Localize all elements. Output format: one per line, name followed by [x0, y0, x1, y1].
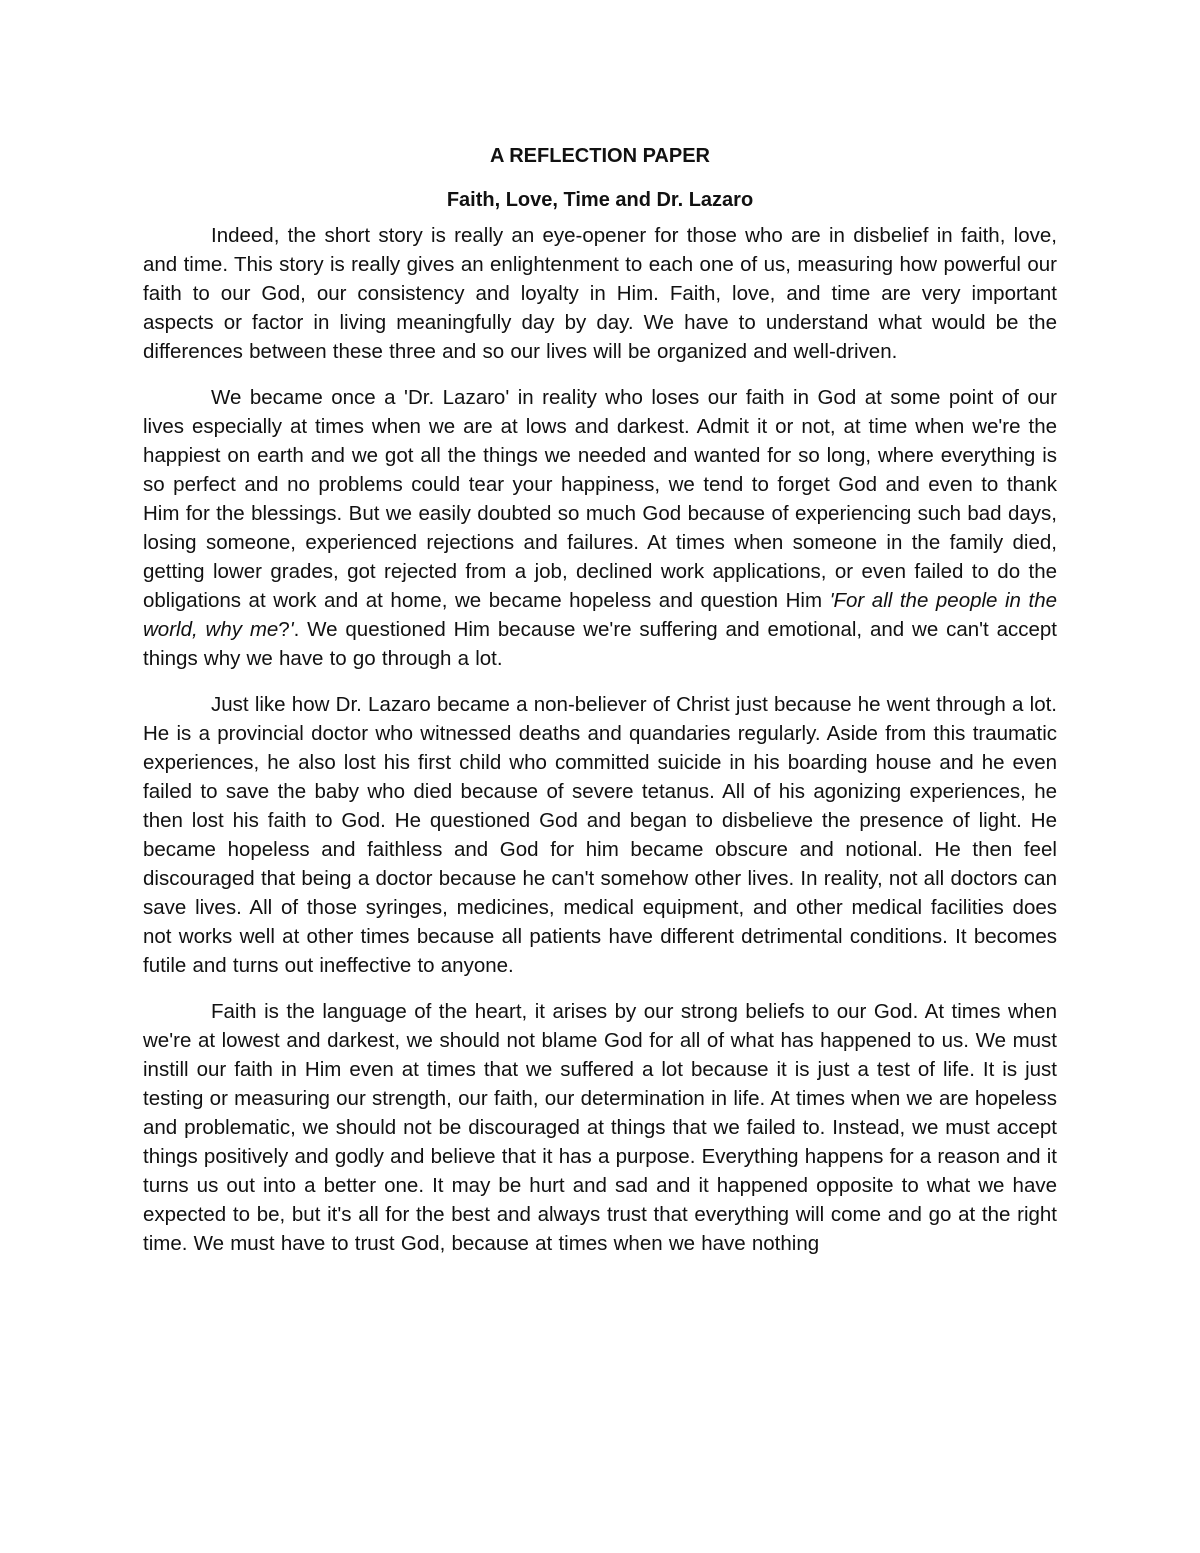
paragraph-text: Just like how Dr. Lazaro became a non-believer of Christ just because he went through a lot. He is a provincial doctor who witnessed deaths and quandaries regularly. Aside from this traumatic experiences, he also lost his first child who committed suicide in his boarding house and he even failed to save the baby who died because of severe tetanus. All of his agonizing experiences, he then lost his faith to God. He questioned God and began to disbelieve the presence of light. He became hopeless and faithless and God for him became obscure and notional. He then feel discouraged that being a doctor because he can't somehow other lives. In reality, not all doctors can save lives. All of those syringes, medicines, medical equipment, and other medical facilities does not works well at other times because all patients have different detrimental conditions. It becomes futile and turns out ineffective to anyone.	[143, 693, 1057, 977]
question-mark: ?	[278, 618, 290, 641]
document-title: A REFLECTION PAPER	[489, 145, 710, 167]
quotation-italic: 'For all the people in the world, why me	[143, 589, 1057, 641]
paragraph-text: Faith is the language of the heart, it arises by our strong beliefs to our God. At times when we're at lowest and darkest, we should not blame God for all of what has happened to us. We must instill our faith in Him even at times that we suffered a lot because it is just a test of life. It is just testing or measuring our strength, our faith, our determination in life. At times when we are hopeless and problematic, we should not be discouraged at things that we failed to. Instead, we must accept things positively and godly and believe that it has a purpose. Everything happens for a reason and it turns us out into a better one. It may be hurt and sad and it happened opposite to what we have expected to be, but it's all for the best and always trust that everything will come and go at the right time. We must have to trust God, because at times when we have nothing	[143, 1000, 1057, 1255]
paragraph-text: We became once a 'Dr. Lazaro' in reality who loses our faith in God at some point of our lives especially at times when we are at lows and darkest. Admit it or not, at time when we're the happiest on earth and we got all the things we needed and wanted for so long, where everything is so perfect and no problems could tear your happiness, we tend to forget God and even to thank Him for the blessings. But we easily doubted so much God because of experiencing such bad days, losing someone, experienced rejections and failures. At times when someone in the family died, getting lower grades, got rejected from a job, declined work applications, or even failed to do the obligations at work and at home, we became hopeless and question Him	[143, 386, 1057, 612]
paragraph-2	[143, 383, 1057, 673]
closing-quote-italic: '	[289, 618, 294, 641]
paragraph-4	[143, 997, 1057, 1258]
document-body	[143, 141, 1057, 1275]
document-subtitle: Faith, Love, Time and Dr. Lazaro	[446, 189, 754, 211]
paragraph-3	[143, 690, 1057, 980]
paragraph-text: Indeed, the short story is really an eye-opener for those who are in disbelief in faith, love, and time. This story is really gives an enlightenment to each one of us, measuring how powerful our faith to our God, our consistency and loyalty in Him. Faith, love, and time are very important aspects or factor in living meaningfully day by day. We have to understand what would be the differences between these three and so our lives will be organized and well-driven.	[143, 224, 1057, 363]
paragraph-1	[143, 221, 1057, 366]
paragraph-text: . We questioned Him because we're suffering and emotional, and we can't accept things why we have to go through a lot.	[143, 618, 1057, 670]
